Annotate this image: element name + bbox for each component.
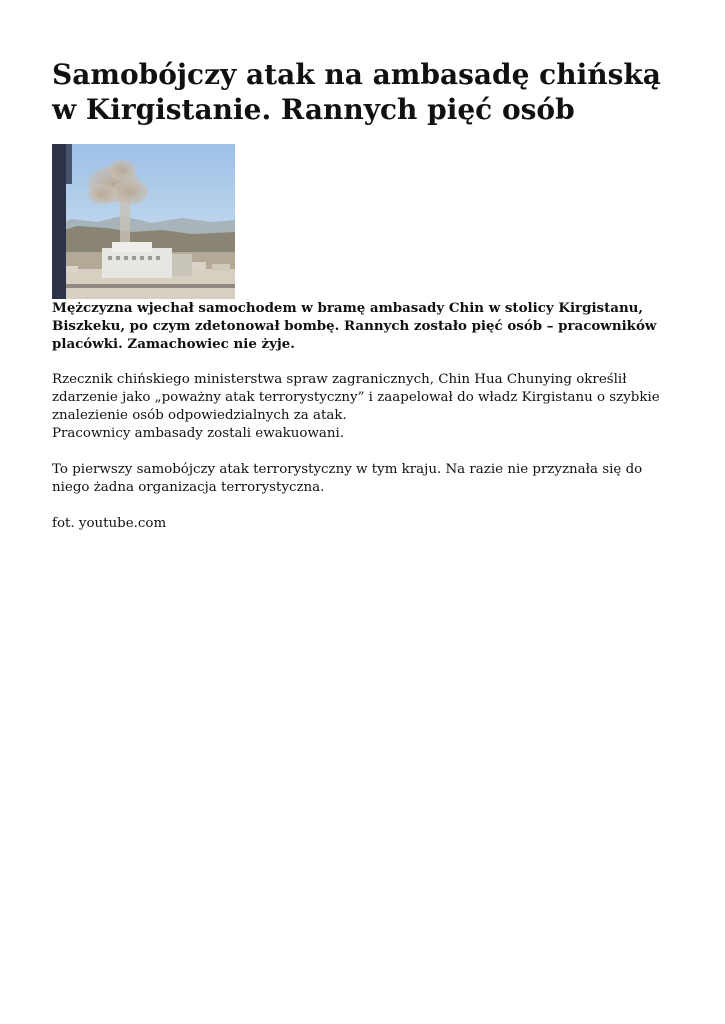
article-title: Samobójczy atak na ambasadę chińską w Kirgistanie. Rannych pięć osób (52, 58, 661, 126)
article-paragraph: Rzecznik chińskiego ministerstwa spraw zagranicznych, Chin Hua Chunying określił zdarzenie jako „poważny atak terrorystyczny” i zaapelował do władz Kirgistanu o szybkie znalezienie osób odpowiedzialnych za atak. (52, 372, 660, 423)
photo-credit: fot. youtube.com (52, 516, 167, 531)
article-paragraph: Pracownicy ambasady zostali ewakuowani. (52, 426, 345, 441)
article-paragraph: To pierwszy samobójczy atak terrorystyczny w tym kraju. Na razie nie przyznała się do niego żadna organizacja terrorystyczna. (52, 462, 643, 495)
article-photo (52, 144, 235, 299)
article-lead: Mężczyzna wjechał samochodem w bramę ambasady Chin w stolicy Kirgistanu, Biszkeku, po czym zdetonował bombę. Rannych zostało pięć osób – pracowników placówki. Zamachowiec nie żyje. (52, 300, 657, 352)
article (52, 0, 672, 533)
